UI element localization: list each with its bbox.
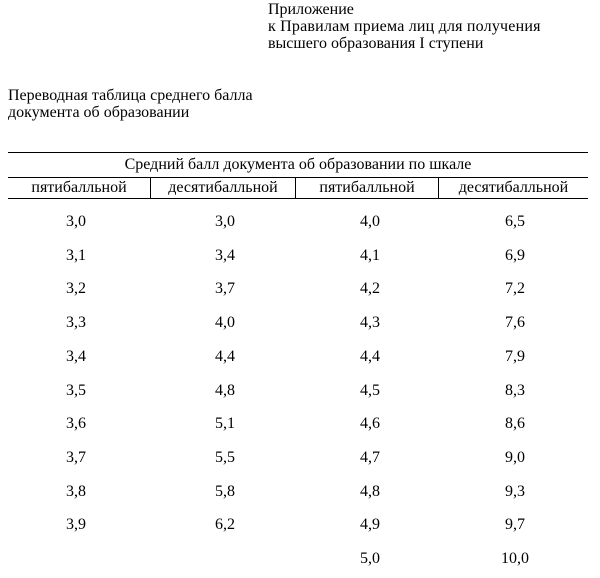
- table-cell: 4,3: [360, 314, 380, 331]
- table-cell: 8,3: [505, 382, 525, 399]
- table-cell: 4,8: [360, 483, 380, 500]
- table-cell: 4,1: [360, 247, 380, 264]
- table-cell: 4,0: [215, 314, 235, 331]
- table-cell: 6,5: [505, 213, 525, 230]
- table-cell: 3,7: [215, 280, 235, 297]
- table-cell: 8,6: [505, 415, 525, 432]
- table-cell: 3,6: [66, 415, 86, 432]
- column-header: десятибалльной: [458, 179, 569, 196]
- column-header: десятибалльной: [168, 179, 278, 196]
- appendix-heading: [268, 1, 541, 52]
- appendix-reference-line: высшего образования I ступени: [268, 35, 484, 52]
- column-header: пятибалльной: [319, 179, 415, 196]
- table-cell: 5,0: [360, 550, 380, 567]
- table-cell: 9,7: [505, 516, 525, 533]
- appendix-title: Приложение: [268, 1, 354, 18]
- table-cell: 7,6: [505, 314, 525, 331]
- table-cell: 4,4: [360, 348, 380, 365]
- table-cell: 9,3: [505, 483, 525, 500]
- table-cell: 3,8: [66, 483, 86, 500]
- table-cell: 3,7: [66, 449, 86, 466]
- table-cell: 3,1: [66, 247, 86, 264]
- table-cell: 4,5: [360, 382, 380, 399]
- table-cell: 3,9: [66, 516, 86, 533]
- table-cell: 3,4: [66, 348, 86, 365]
- table-cell: 4,4: [215, 348, 235, 365]
- table-cell: 4,0: [360, 213, 380, 230]
- column-header: пятибалльной: [31, 179, 127, 196]
- table-cell: 3,4: [215, 247, 235, 264]
- table-cell: 10,0: [501, 550, 529, 567]
- table-cell: 4,8: [215, 382, 235, 399]
- table-top-rule: [8, 152, 588, 153]
- table-cell: 6,2: [215, 516, 235, 533]
- appendix-reference-line: к Правилам приема лиц для получения: [268, 18, 541, 35]
- table-cell: 4,9: [360, 516, 380, 533]
- table-cell: 3,3: [66, 314, 86, 331]
- table-cell: 4,2: [360, 280, 380, 297]
- table-cell: 6,9: [505, 247, 525, 264]
- table-cell: 4,6: [360, 415, 380, 432]
- table-cell: 3,0: [215, 213, 235, 230]
- table-cell: 4,7: [360, 449, 380, 466]
- table-caption-line: Переводная таблица среднего балла: [8, 87, 253, 104]
- table-span-header: Средний балл документа об образовании по шкале: [124, 156, 472, 173]
- table-caption: [8, 87, 253, 121]
- table-caption-line: документа об образовании: [8, 104, 190, 121]
- table-cell: 5,1: [215, 415, 235, 432]
- table-cell: 5,8: [215, 483, 235, 500]
- table-cell: 3,2: [66, 280, 86, 297]
- table-cell: 5,5: [215, 449, 235, 466]
- table-cell: 3,5: [66, 382, 86, 399]
- table-cell: 7,9: [505, 348, 525, 365]
- table-cell: 9,0: [505, 449, 525, 466]
- table-cell: 7,2: [505, 280, 525, 297]
- table-cell: 3,0: [66, 213, 86, 230]
- table-header-bottom-rule: [8, 198, 588, 199]
